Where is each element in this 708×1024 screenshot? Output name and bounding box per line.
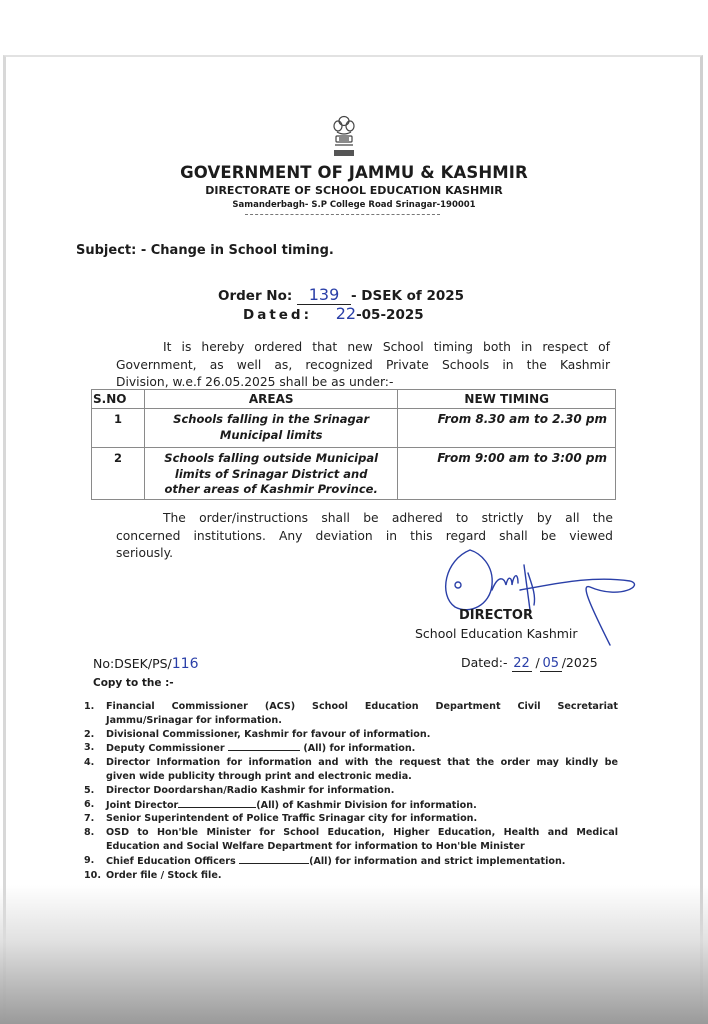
item-number: 5. (84, 784, 95, 796)
dated-day-handwritten: 22 (335, 304, 357, 323)
item-number: 6. (84, 798, 95, 810)
list-item (84, 826, 618, 854)
item-text: Senior Superintendent of Police Traffic Srinagar city for information. (106, 813, 478, 825)
endorsement-number-handwritten: 116 (171, 656, 199, 672)
cell-timing: From 9:00 am to 3:00 pm (398, 448, 616, 500)
list-item (84, 728, 618, 742)
item-text: (All) of Kashmir Division for information. (256, 799, 477, 811)
item-text: OSD to Hon'ble Minister for School Education, Higher Education, Health and Medical (106, 827, 618, 839)
endorsement-year: /2025 (561, 655, 598, 670)
order-date (243, 304, 424, 323)
item-text: Joint Director (106, 799, 179, 811)
list-item (84, 812, 618, 826)
endorsement-day-handwritten: 22 (513, 656, 530, 671)
cell-sno: 2 (92, 448, 145, 500)
list-item (84, 741, 618, 756)
list-item (84, 784, 618, 798)
closing-line: The order/instructions shall be adhered to strictly by all the (163, 511, 613, 525)
divider (245, 214, 440, 215)
header-sno: S.NO (92, 390, 145, 409)
intro-line: Division, w.e.f 26.05.2025 shall be as under:- (116, 375, 394, 389)
cell-area (144, 448, 397, 500)
state-emblem-icon (331, 114, 357, 160)
endorsement-prefix: No:DSEK/PS/ (93, 656, 172, 671)
cell-sno: 1 (92, 409, 145, 448)
list-item (84, 756, 618, 784)
dated-label: Dated: (243, 307, 312, 323)
item-number: 3. (84, 742, 95, 754)
item-text: (All) for information and strict implementation. (309, 855, 566, 867)
cell-area (144, 409, 397, 448)
blank-line (178, 798, 256, 808)
director-title: DIRECTOR (459, 608, 533, 623)
intro-paragraph (116, 339, 610, 392)
list-item (84, 869, 618, 883)
closing-line: seriously. (116, 546, 174, 560)
order-number (218, 285, 464, 305)
item-number: 4. (84, 757, 95, 769)
cell-timing: From 8.30 am to 2.30 pm (398, 409, 616, 448)
item-text: Divisional Commissioner, Kashmir for favour of information. (106, 728, 431, 740)
area-line: limits of Srinagar District and (174, 466, 368, 481)
list-item (84, 854, 618, 869)
item-text: Chief Education Officers (106, 855, 236, 867)
blank-line (239, 854, 309, 864)
copy-list (84, 700, 618, 882)
item-number: 2. (84, 728, 95, 740)
item-text: Deputy Commissioner (106, 743, 225, 755)
order-suffix: - DSEK of 2025 (351, 288, 465, 304)
header-new-timing: NEW TIMING (398, 390, 616, 409)
item-number: 8. (84, 827, 95, 839)
item-text: Financial Commissioner (ACS) School Education Department Civil Secretariat (106, 701, 618, 712)
area-line: Schools falling in the Srinagar (173, 412, 370, 426)
blank-line (228, 741, 300, 751)
endorsement-dated-label: Dated:- (461, 655, 508, 670)
item-text: (All) for information. (303, 743, 416, 755)
dated-rest: -05-2025 (356, 307, 424, 323)
header-areas: AREAS (144, 390, 397, 409)
item-text: given wide publicity through print and electronic media. (106, 770, 412, 782)
item-text: Education and Social Welfare Department for information to Hon'ble Minister (106, 840, 525, 852)
area-line: other areas of Kashmir Province. (164, 482, 378, 496)
timing-table (91, 389, 616, 500)
area-line: Municipal limits (219, 427, 323, 442)
item-text: Order file / Stock file. (106, 869, 222, 881)
list-item (84, 700, 618, 728)
subject-line: Subject: - Change in School timing. (76, 243, 334, 258)
copy-to-label: Copy to the :- (93, 677, 174, 689)
address: Samanderbagh- S.P College Road Srinagar-190001 (232, 200, 476, 210)
table-row (92, 409, 616, 448)
item-text: Director Information for information and with the request that the order may kindly be (106, 757, 618, 769)
director-office: School Education Kashmir (415, 626, 578, 641)
list-item (84, 798, 618, 813)
intro-line: It is hereby ordered that new School timing both in respect of (163, 340, 610, 354)
endorsement-date: Dated:- 22 / 05 /2025 (461, 655, 598, 671)
item-number: 1. (84, 701, 95, 712)
area-line: Schools falling outside Municipal (164, 451, 379, 465)
item-number: 7. (84, 813, 95, 825)
item-number: 10. (84, 869, 101, 881)
endorsement-number (93, 656, 199, 672)
endorsement-month-handwritten: 05 (540, 656, 562, 672)
government-title: GOVERNMENT OF JAMMU & KASHMIR (180, 163, 528, 182)
item-text: Director Doordarshan/Radio Kashmir for information. (106, 784, 395, 796)
item-number: 9. (84, 854, 95, 866)
table-header-row (92, 390, 616, 409)
directorate-title: DIRECTORATE OF SCHOOL EDUCATION KASHMIR (205, 184, 503, 197)
order-number-handwritten: 139 (297, 285, 351, 305)
order-prefix: Order No: (218, 288, 293, 304)
table-row (92, 448, 616, 500)
item-text: Jammu/Srinagar for information. (106, 714, 282, 726)
intro-line: Government, as well as, recognized Private Schools in the Kashmir (116, 357, 610, 372)
closing-line: concerned institutions. Any deviation in this regard shall be viewed (116, 528, 613, 543)
